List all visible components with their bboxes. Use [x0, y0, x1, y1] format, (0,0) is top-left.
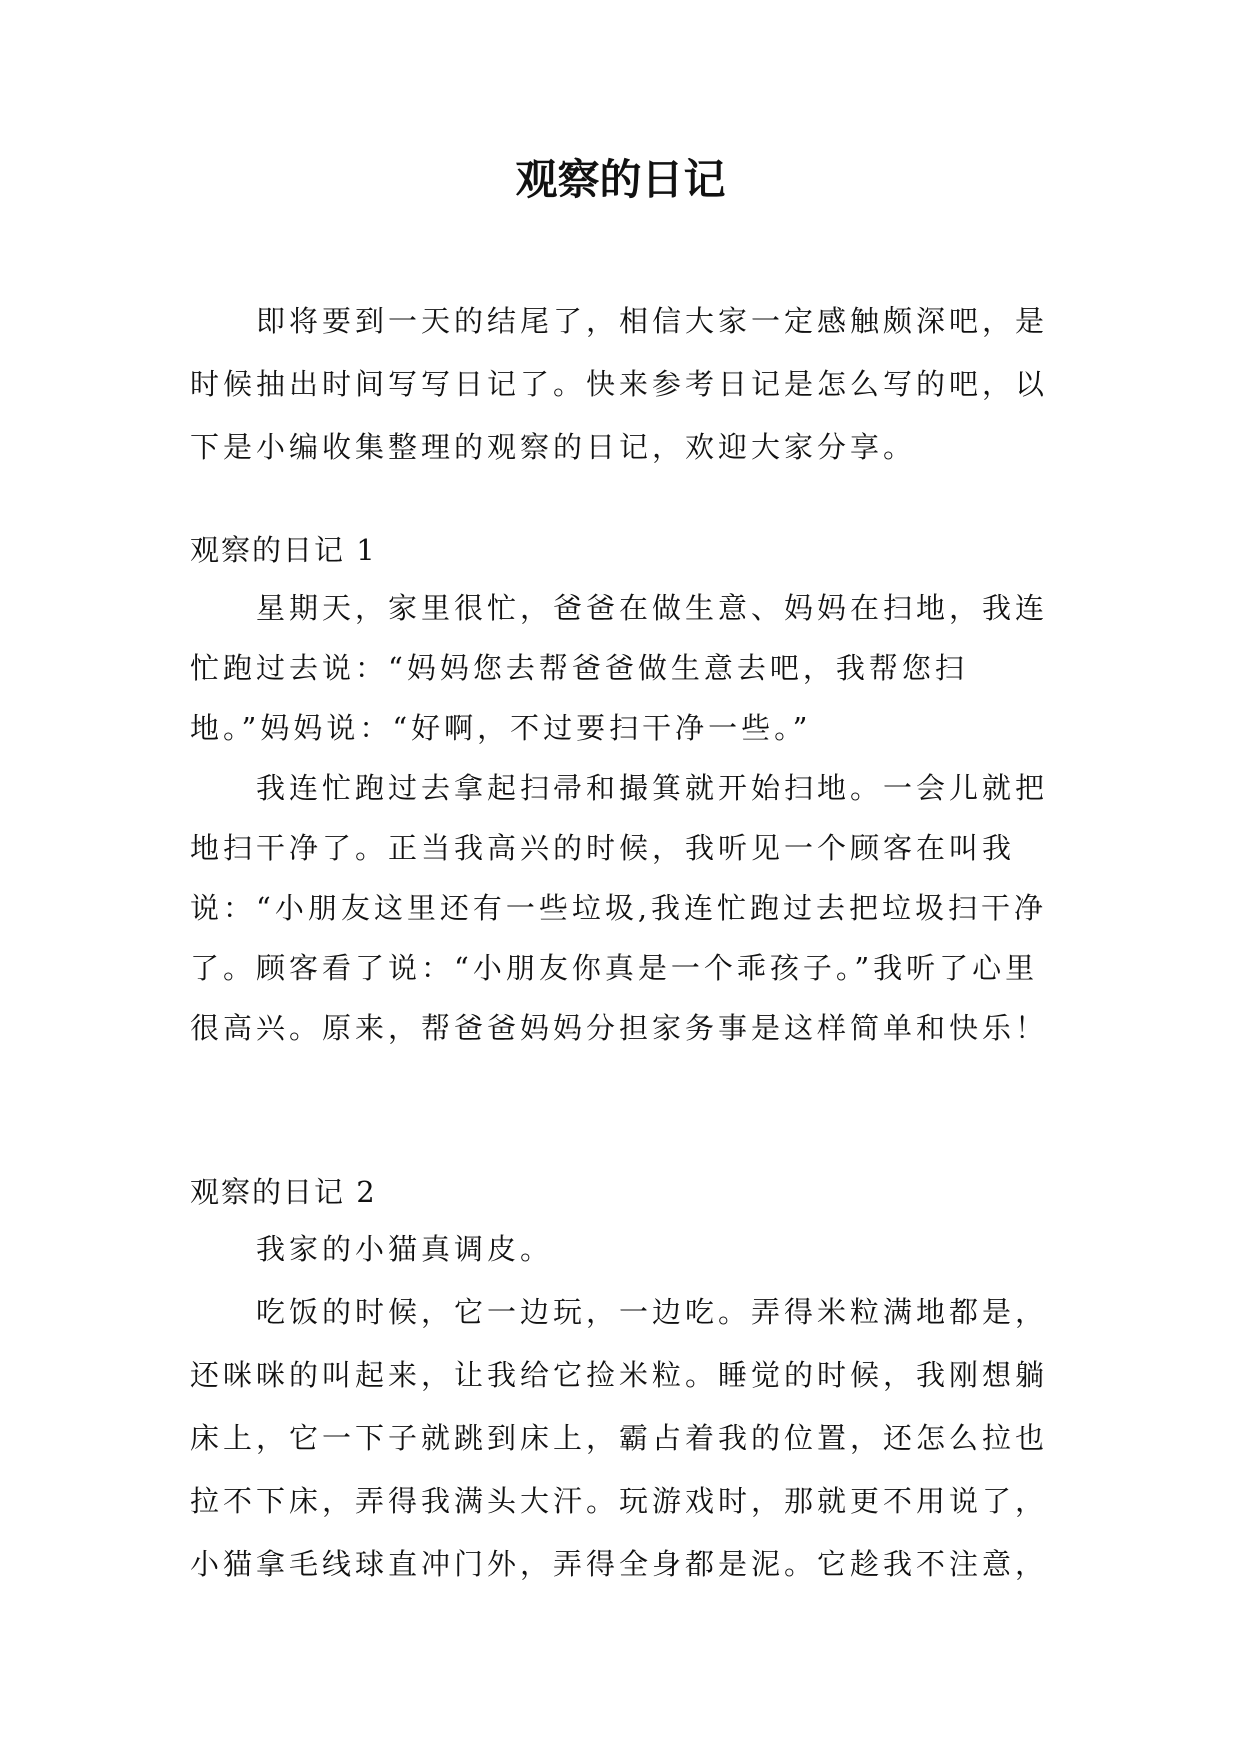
- section-heading-2: 观察的日记 2: [190, 1175, 377, 1209]
- section-1-paragraph-1: 星期天，家里很忙，爸爸在做生意、妈妈在扫地，我连忙跑过去说：“妈妈您去帮爸爸做生意去吧，我帮您扫地。”妈妈说：“好啊，不过要扫干净一些。”: [190, 591, 1049, 745]
- section-body-1: [190, 578, 1050, 1058]
- intro-paragraph: 即将要到一天的结尾了，相信大家一定感触颇深吧，是时候抽出时间写写日记了。快来参考日记是怎么写的吧，以下是小编收集整理的观察的日记，欢迎大家分享。: [190, 304, 1049, 464]
- document-title: 观察的日记: [515, 155, 726, 204]
- section-2-paragraph-2: 吃饭的时候，它一边玩，一边吃。弄得米粒满地都是，还咪咪的叫起来，让我给它捡米粒。睡觉的时候，我刚想躺床上，它一下子就跳到床上，霸占着我的位置，还怎么拉也拉不下床，弄得我满头大汗。玩游戏时，那就更不用说了，小猫拿毛线球直冲门外，弄得全身都是泥。它趁我不注意，: [190, 1295, 1049, 1581]
- section-body-2: [190, 1218, 1050, 1596]
- section-2-paragraph-1: 我家的小猫真调皮。: [256, 1232, 554, 1266]
- section-heading-1: 观察的日记 1: [190, 533, 377, 567]
- section-1-paragraph-2: 我连忙跑过去拿起扫帚和撮箕就开始扫地。一会儿就把地扫干净了。正当我高兴的时候，我听见一个顾客在叫我说：“小朋友这里还有一些垃圾,我连忙跑过去把垃圾扫干净了。顾客看了说：“小朋友你真是一个乖孩子。”我听了心里很高兴。原来，帮爸爸妈妈分担家务事是这样简单和快乐！: [190, 771, 1049, 1045]
